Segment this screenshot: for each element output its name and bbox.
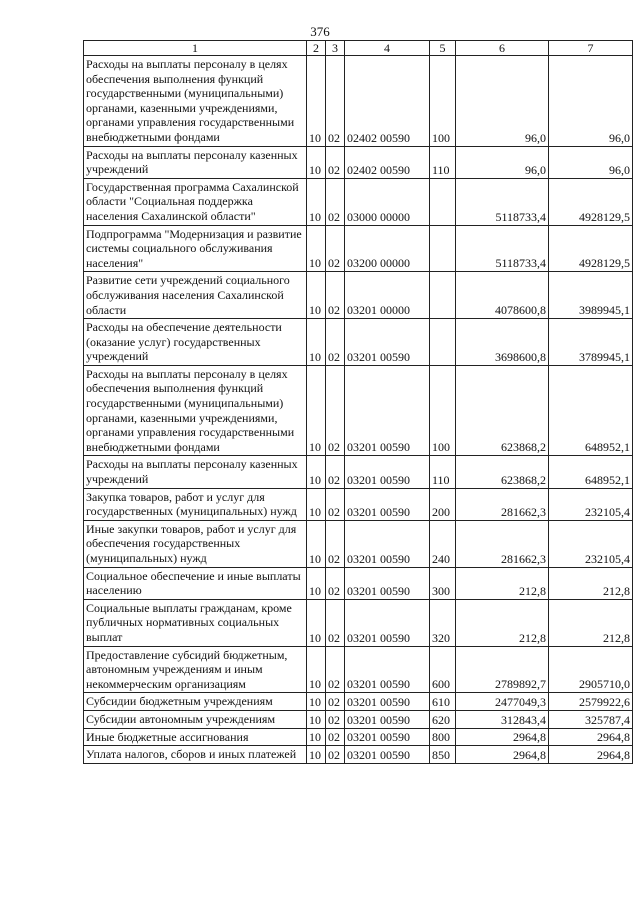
section-code-cell: 10 [307, 599, 326, 646]
expense-name-cell: Развитие сети учреждений социального обслуживания населения Сахалинской области [84, 272, 307, 319]
amount-year2-cell: 2964,8 [549, 746, 633, 764]
section-code-cell: 10 [307, 365, 326, 456]
column-header: 2 [307, 41, 326, 56]
section-code-cell: 10 [307, 520, 326, 567]
section-code-cell: 10 [307, 746, 326, 764]
expense-type-code-cell [430, 225, 456, 272]
subsection-code-cell: 02 [326, 319, 345, 366]
subsection-code-cell: 02 [326, 272, 345, 319]
amount-year2-cell: 4928129,5 [549, 178, 633, 225]
amount-year1-cell: 281662,3 [456, 488, 549, 520]
amount-year2-cell: 648952,1 [549, 365, 633, 456]
column-header: 1 [84, 41, 307, 56]
subsection-code-cell: 02 [326, 146, 345, 178]
expense-type-code-cell [430, 178, 456, 225]
expense-name-cell: Государственная программа Сахалинской области "Социальная поддержка населения Сахалинской области" [84, 178, 307, 225]
target-article-code-cell: 03201 00000 [345, 272, 430, 319]
expense-name-cell: Социальные выплаты гражданам, кроме публичных нормативных социальных выплат [84, 599, 307, 646]
table-row [84, 146, 633, 178]
column-header: 7 [549, 41, 633, 56]
amount-year1-cell: 4078600,8 [456, 272, 549, 319]
subsection-code-cell: 02 [326, 728, 345, 746]
expense-name-cell: Иные бюджетные ассигнования [84, 728, 307, 746]
expense-type-code-cell: 600 [430, 646, 456, 693]
subsection-code-cell: 02 [326, 693, 345, 711]
expense-type-code-cell: 620 [430, 710, 456, 728]
subsection-code-cell: 02 [326, 456, 345, 488]
amount-year1-cell: 212,8 [456, 599, 549, 646]
amount-year2-cell: 2905710,0 [549, 646, 633, 693]
target-article-code-cell: 03201 00590 [345, 319, 430, 366]
expense-type-code-cell: 100 [430, 365, 456, 456]
table-row [84, 319, 633, 366]
section-code-cell: 10 [307, 225, 326, 272]
amount-year1-cell: 623868,2 [456, 365, 549, 456]
section-code-cell: 10 [307, 646, 326, 693]
amount-year2-cell: 325787,4 [549, 710, 633, 728]
table-row [84, 272, 633, 319]
expense-name-cell: Подпрограмма "Модернизация и развитие системы социального обслуживания населения" [84, 225, 307, 272]
amount-year1-cell: 96,0 [456, 56, 549, 147]
amount-year2-cell: 232105,4 [549, 488, 633, 520]
expense-name-cell: Предоставление субсидий бюджетным, автономным учреждениям и иным некоммерческим организациям [84, 646, 307, 693]
expense-type-code-cell: 100 [430, 56, 456, 147]
column-header: 3 [326, 41, 345, 56]
subsection-code-cell: 02 [326, 365, 345, 456]
table-row [84, 599, 633, 646]
section-code-cell: 10 [307, 710, 326, 728]
target-article-code-cell: 03201 00590 [345, 646, 430, 693]
expense-name-cell: Иные закупки товаров, работ и услуг для обеспечения государственных (муниципальных) нужд [84, 520, 307, 567]
expense-type-code-cell: 800 [430, 728, 456, 746]
amount-year1-cell: 623868,2 [456, 456, 549, 488]
table-row [84, 646, 633, 693]
amount-year2-cell: 648952,1 [549, 456, 633, 488]
table-row [84, 728, 633, 746]
target-article-code-cell: 03201 00590 [345, 520, 430, 567]
target-article-code-cell: 03201 00590 [345, 728, 430, 746]
amount-year1-cell: 96,0 [456, 146, 549, 178]
subsection-code-cell: 02 [326, 178, 345, 225]
expense-name-cell: Расходы на выплаты персоналу казенных учреждений [84, 146, 307, 178]
expense-type-code-cell: 110 [430, 146, 456, 178]
section-code-cell: 10 [307, 319, 326, 366]
target-article-code-cell: 03000 00000 [345, 178, 430, 225]
amount-year2-cell: 4928129,5 [549, 225, 633, 272]
table-row [84, 710, 633, 728]
expense-name-cell: Субсидии автономным учреждениям [84, 710, 307, 728]
subsection-code-cell: 02 [326, 225, 345, 272]
section-code-cell: 10 [307, 456, 326, 488]
subsection-code-cell: 02 [326, 567, 345, 599]
expense-name-cell: Закупка товаров, работ и услуг для государственных (муниципальных) нужд [84, 488, 307, 520]
section-code-cell: 10 [307, 728, 326, 746]
table-header-row [84, 41, 633, 56]
amount-year1-cell: 2964,8 [456, 746, 549, 764]
amount-year1-cell: 2477049,3 [456, 693, 549, 711]
amount-year1-cell: 5118733,4 [456, 178, 549, 225]
target-article-code-cell: 03201 00590 [345, 693, 430, 711]
section-code-cell: 10 [307, 178, 326, 225]
target-article-code-cell: 03201 00590 [345, 365, 430, 456]
amount-year1-cell: 3698600,8 [456, 319, 549, 366]
table-row [84, 178, 633, 225]
expense-type-code-cell: 200 [430, 488, 456, 520]
target-article-code-cell: 03201 00590 [345, 746, 430, 764]
expense-type-code-cell [430, 272, 456, 319]
table-row [84, 520, 633, 567]
expense-type-code-cell: 320 [430, 599, 456, 646]
table-row [84, 456, 633, 488]
section-code-cell: 10 [307, 693, 326, 711]
subsection-code-cell: 02 [326, 746, 345, 764]
target-article-code-cell: 03201 00590 [345, 456, 430, 488]
table-row [84, 746, 633, 764]
expense-type-code-cell: 850 [430, 746, 456, 764]
target-article-code-cell: 02402 00590 [345, 146, 430, 178]
target-article-code-cell: 03201 00590 [345, 488, 430, 520]
subsection-code-cell: 02 [326, 56, 345, 147]
expense-type-code-cell: 300 [430, 567, 456, 599]
table-row [84, 567, 633, 599]
target-article-code-cell: 03201 00590 [345, 567, 430, 599]
table-row [84, 488, 633, 520]
amount-year2-cell: 3989945,1 [549, 272, 633, 319]
target-article-code-cell: 03200 00000 [345, 225, 430, 272]
expense-name-cell: Расходы на выплаты персоналу в целях обеспечения выполнения функций государственными (муниципальными) органами, казенными учреждениями, органами управления государственными внебюджетными фондами [84, 365, 307, 456]
expense-name-cell: Расходы на выплаты персоналу казенных учреждений [84, 456, 307, 488]
amount-year2-cell: 232105,4 [549, 520, 633, 567]
section-code-cell: 10 [307, 567, 326, 599]
amount-year2-cell: 2964,8 [549, 728, 633, 746]
expense-type-code-cell: 110 [430, 456, 456, 488]
amount-year2-cell: 212,8 [549, 567, 633, 599]
expense-name-cell: Субсидии бюджетным учреждениям [84, 693, 307, 711]
subsection-code-cell: 02 [326, 488, 345, 520]
table-row [84, 365, 633, 456]
table-row [84, 56, 633, 147]
section-code-cell: 10 [307, 272, 326, 319]
target-article-code-cell: 02402 00590 [345, 56, 430, 147]
subsection-code-cell: 02 [326, 646, 345, 693]
amount-year1-cell: 312843,4 [456, 710, 549, 728]
column-header: 5 [430, 41, 456, 56]
amount-year1-cell: 2789892,7 [456, 646, 549, 693]
amount-year2-cell: 3789945,1 [549, 319, 633, 366]
expense-type-code-cell: 240 [430, 520, 456, 567]
amount-year1-cell: 281662,3 [456, 520, 549, 567]
target-article-code-cell: 03201 00590 [345, 710, 430, 728]
expense-type-code-cell: 610 [430, 693, 456, 711]
column-header: 4 [345, 41, 430, 56]
subsection-code-cell: 02 [326, 520, 345, 567]
expense-name-cell: Расходы на выплаты персоналу в целях обеспечения выполнения функций государственными (муниципальными) органами, казенными учреждениями, органами управления государственными внебюджетными фондами [84, 56, 307, 147]
page-number: 376 [310, 24, 330, 39]
section-code-cell: 10 [307, 56, 326, 147]
amount-year1-cell: 2964,8 [456, 728, 549, 746]
budget-table [83, 40, 633, 764]
expense-type-code-cell [430, 319, 456, 366]
section-code-cell: 10 [307, 146, 326, 178]
table-row [84, 225, 633, 272]
amount-year1-cell: 212,8 [456, 567, 549, 599]
column-header: 6 [456, 41, 549, 56]
amount-year2-cell: 96,0 [549, 146, 633, 178]
amount-year1-cell: 5118733,4 [456, 225, 549, 272]
amount-year2-cell: 2579922,6 [549, 693, 633, 711]
expense-name-cell: Уплата налогов, сборов и иных платежей [84, 746, 307, 764]
subsection-code-cell: 02 [326, 599, 345, 646]
amount-year2-cell: 212,8 [549, 599, 633, 646]
subsection-code-cell: 02 [326, 710, 345, 728]
target-article-code-cell: 03201 00590 [345, 599, 430, 646]
expense-name-cell: Социальное обеспечение и иные выплаты населению [84, 567, 307, 599]
table-row [84, 693, 633, 711]
expense-name-cell: Расходы на обеспечение деятельности (оказание услуг) государственных учреждений [84, 319, 307, 366]
amount-year2-cell: 96,0 [549, 56, 633, 147]
section-code-cell: 10 [307, 488, 326, 520]
